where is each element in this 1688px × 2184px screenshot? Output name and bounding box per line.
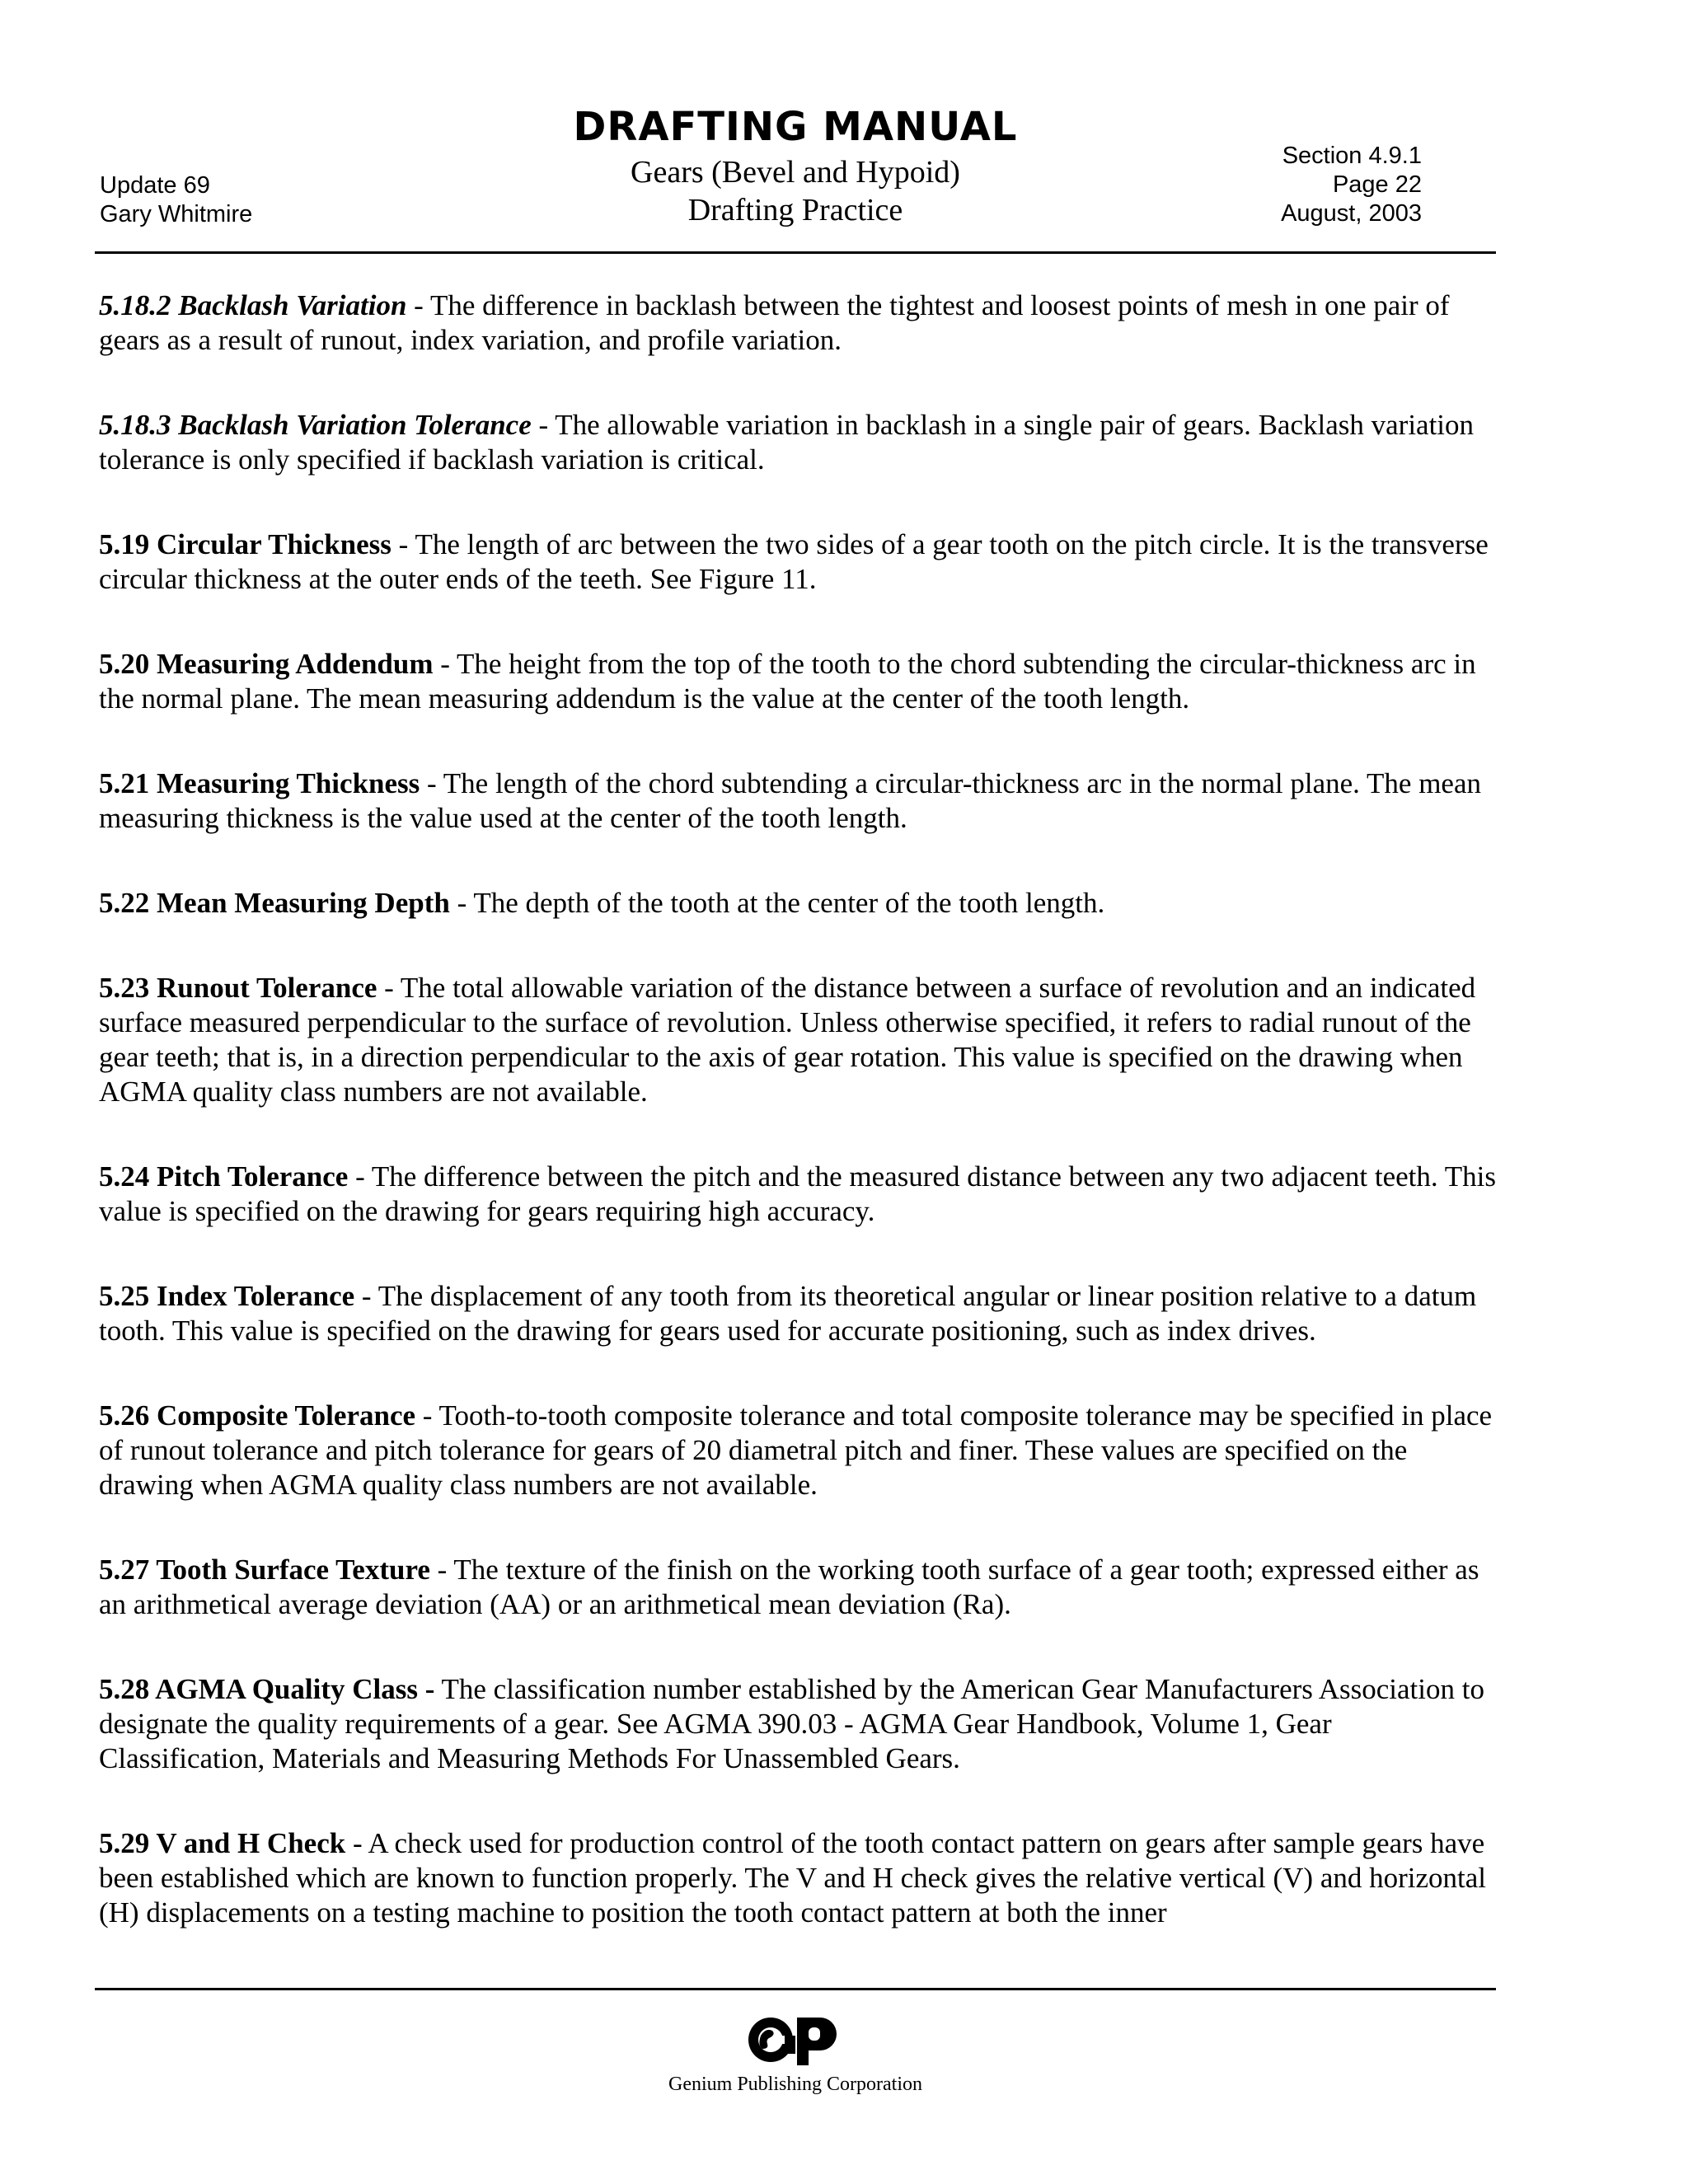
definition-text: - The difference in backlash between the tightest and loosest points of mesh in one pair of gears as a result of runout, index variation, and profile variation.	[99, 289, 1450, 356]
definition-entry	[99, 1553, 1500, 1622]
definition-text: - A check used for production control of the tooth contact pattern on gears after sample gears have been established which are known to function properly. The V and H check gives the relative vertical (V) and horizontal (H) displacements on a testing machine to position the tooth contact pattern at both the inner	[99, 1827, 1487, 1929]
definition-text: The classification number established by the American Gear Manufacturers Association to designate the quality requirements of a gear. See AGMA 390.03 - AGMA Gear Handbook, Volume 1, Gear Classification, Materials and Measuring Methods For Unassembled Gears.	[99, 1673, 1484, 1774]
definition-term: 5.18.3 Backlash Variation Tolerance	[99, 409, 532, 441]
definition-term: 5.22 Mean Measuring Depth	[99, 887, 450, 919]
subtitle-line-2: Drafting Practice	[687, 193, 903, 227]
definition-entry	[99, 1160, 1500, 1229]
page-number: Page 22	[1332, 171, 1422, 198]
definition-term: 5.27 Tooth Surface Texture	[99, 1554, 430, 1586]
definition-entry	[99, 527, 1500, 597]
definition-term: 5.29 V and H Check	[99, 1827, 346, 1859]
definition-term: 5.19 Circular Thickness	[99, 528, 392, 560]
genium-logo-icon	[746, 2011, 845, 2069]
definition-term: 5.25 Index Tolerance	[99, 1280, 355, 1312]
definition-term: 5.20 Measuring Addendum	[99, 648, 434, 680]
definition-text: - The height from the top of the tooth to the chord subtending the circular-thickness arc in the normal plane. The mean measuring addendum is the value at the center of the tooth length.	[99, 648, 1476, 715]
definition-term: 5.18.2 Backlash Variation	[99, 289, 407, 321]
update-number: Update 69	[100, 172, 210, 199]
definitions-content	[99, 288, 1500, 1930]
header-divider	[95, 251, 1496, 254]
definition-text: - The length of the chord subtending a circular-thickness arc in the normal plane. The mean measuring thickness is the value used at the center of the tooth length.	[99, 767, 1481, 834]
definition-entry	[99, 1399, 1500, 1502]
footer-divider	[95, 1988, 1496, 1990]
definition-entry	[99, 1279, 1500, 1348]
definition-entry	[99, 1672, 1500, 1776]
definition-entry	[99, 971, 1500, 1109]
definition-entry	[99, 408, 1500, 477]
definition-text: - The difference between the pitch and the measured distance between any two adjacent teeth. This value is specified on the drawing for gears requiring high accuracy.	[99, 1160, 1496, 1227]
publisher-name: Genium Publishing Corporation	[668, 2074, 922, 2095]
author-name: Gary Whitmire	[100, 201, 253, 227]
definition-text: - The allowable variation in backlash in a single pair of gears. Backlash variation tolerance is only specified if backlash variation is critical.	[99, 409, 1475, 476]
definition-text: - The displacement of any tooth from its theoretical angular or linear position relative to a datum tooth. This value is specified on the drawing for gears used for accurate positioning, such as index drives.	[99, 1280, 1477, 1347]
page-header	[95, 99, 1496, 251]
definition-term: 5.26 Composite Tolerance	[99, 1399, 416, 1432]
header-center-block	[449, 102, 1142, 229]
definition-term: 5.21 Measuring Thickness	[99, 767, 420, 799]
section-number: Section 4.9.1	[1282, 143, 1422, 169]
definition-entry	[99, 647, 1500, 716]
header-right-block	[1281, 142, 1422, 228]
definition-entry	[99, 886, 1500, 921]
page-footer	[0, 2011, 1591, 2096]
definition-entry	[99, 288, 1500, 358]
definition-text: - The texture of the finish on the working tooth surface of a gear tooth; expressed either as an arithmetical average deviation (AA) or an arithmetical mean deviation (Ra).	[99, 1554, 1479, 1620]
definition-entry	[99, 1826, 1500, 1930]
definition-text: - The total allowable variation of the distance between a surface of revolution and an indicated surface measured perpendicular to the surface of revolution. Unless otherwise specified, it refers to radial runout of the gear teeth; that is, in a direction perpendicular to the axis of gear rotation. This value is specified on the drawing when AGMA quality class numbers are not available.	[99, 972, 1476, 1108]
definition-entry	[99, 766, 1500, 836]
definition-term: 5.23 Runout Tolerance	[99, 972, 377, 1004]
definition-text: - Tooth-to-tooth composite tolerance and total composite tolerance may be specified in place of runout tolerance and pitch tolerance for gears of 20 diametral pitch and finer. These values are specified on the drawing when AGMA quality class numbers are not available.	[99, 1399, 1493, 1501]
definition-term: 5.28 AGMA Quality Class -	[99, 1673, 435, 1705]
definition-term: 5.24 Pitch Tolerance	[99, 1160, 349, 1193]
subtitle-line-1: Gears (Bevel and Hypoid)	[631, 155, 960, 190]
manual-title: DRAFTING MANUAL	[573, 104, 1018, 150]
definition-text: - The depth of the tooth at the center of the tooth length.	[449, 887, 1105, 919]
header-left-block	[100, 171, 252, 229]
definition-text: - The length of arc between the two sides of a gear tooth on the pitch circle. It is the transverse circular thickness at the outer ends of the teeth. See Figure 11.	[99, 528, 1489, 595]
publication-date: August, 2003	[1281, 200, 1422, 227]
